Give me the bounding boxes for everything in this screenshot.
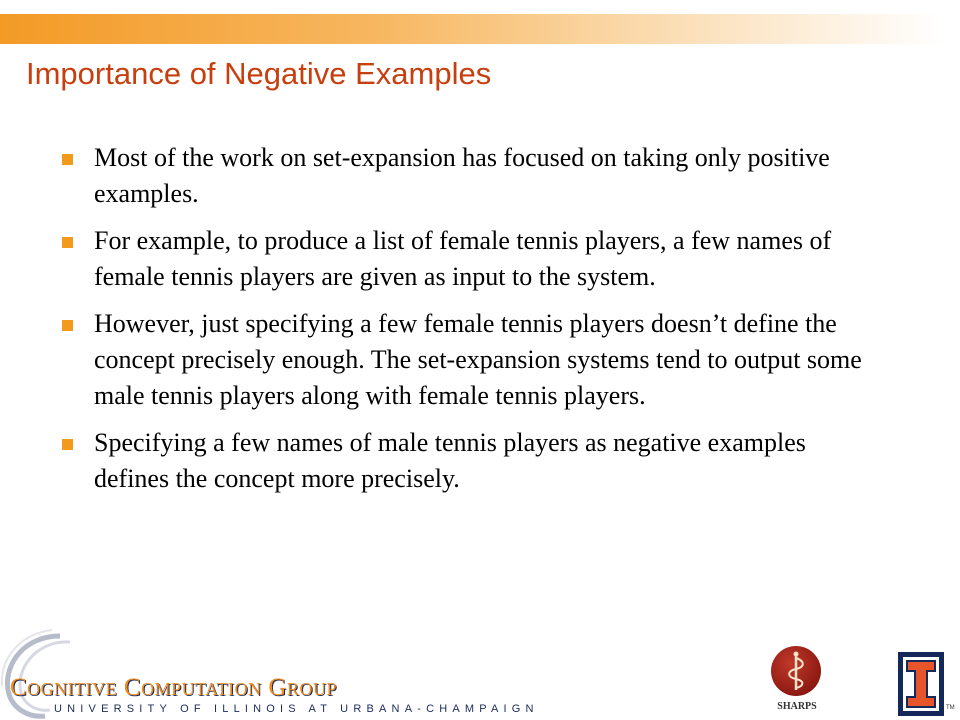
cognitive-computation-group-logo — [0, 628, 539, 720]
square-bullet-icon — [62, 237, 73, 248]
slide-title: Importance of Negative Examples — [26, 56, 492, 91]
sharps-label: SHARPS — [777, 701, 817, 712]
bullet-list — [62, 140, 882, 508]
bullet-item — [62, 425, 882, 497]
illinois-block-i-logo — [898, 652, 944, 716]
group-logo-subtitle: UNIVERSITY OF ILLINOIS AT URBANA-CHAMPAIGN — [54, 703, 539, 715]
bullet-text: Most of the work on set-expansion has focused on taking only positive examples. — [94, 143, 830, 208]
trademark-mark: TM — [946, 705, 955, 711]
bullet-item — [62, 140, 882, 212]
bullet-item — [62, 306, 882, 414]
block-i-icon — [903, 657, 939, 711]
bullet-text: For example, to produce a list of female tennis players, a few names of female tennis players are given as input to the system. — [94, 226, 832, 291]
header-gradient-bar — [0, 14, 944, 44]
group-logo-title: Cognitive Computation Group — [10, 674, 337, 701]
sharps-logo — [768, 646, 826, 720]
bullet-text: Specifying a few names of male tennis players as negative examples defines the concept more precisely. — [94, 428, 806, 493]
bullet-item — [62, 223, 882, 295]
square-bullet-icon — [62, 439, 73, 450]
bullet-text: However, just specifying a few female tennis players doesn’t define the concept precisely enough. The set-expansion systems tend to output some male tennis players along with female tennis players. — [94, 309, 862, 410]
square-bullet-icon — [62, 154, 73, 165]
square-bullet-icon — [62, 320, 73, 331]
caduceus-seal-icon — [771, 646, 821, 696]
